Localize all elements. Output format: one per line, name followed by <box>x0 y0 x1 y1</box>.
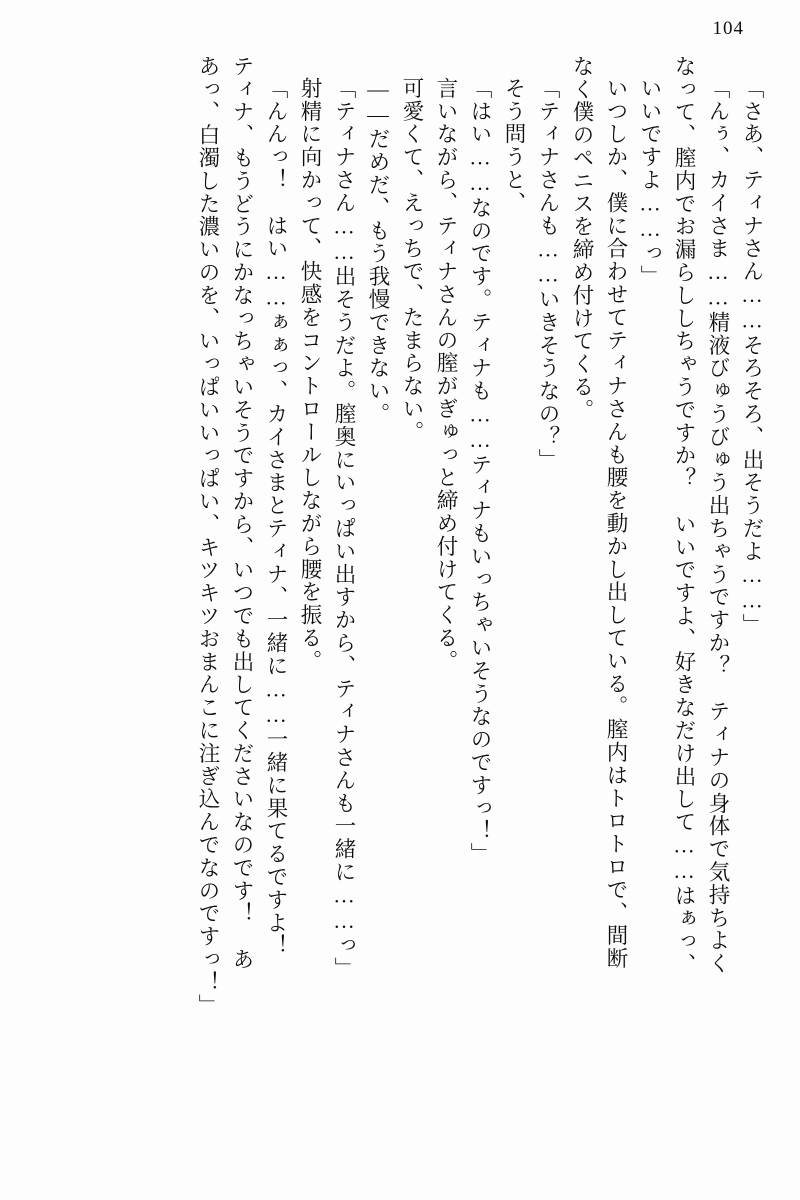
text-column: なく僕のペニスを締め付けてくる。 <box>570 55 594 422</box>
text-column: そう問うと、 <box>502 77 526 215</box>
page-number: 104 <box>712 18 744 39</box>
text-column: 「はい……なのです。ティナも……ティナもいっちゃいそうなのですっ！」 <box>468 77 492 866</box>
text-column: いいですよ……っ」 <box>638 77 662 289</box>
vertical-text-body <box>40 55 762 1172</box>
text-column: ――だめだ、もう我慢できない。 <box>366 77 390 426</box>
text-column: 「さあ、ティナさん……そろそろ、出そうだよ……」 <box>740 77 764 637</box>
text-column: なって、膣内でお漏らししちゃうですか？ いいですよ、好きなだけ出して……はぁっ、 <box>672 55 696 976</box>
text-column: 「んんっ！ はい……ぁぁっ、カイさまとティナ、一緒に……一緒に果てるですよ！ <box>264 77 288 958</box>
text-column: 可愛くて、えっちで、たまらない。 <box>400 77 424 444</box>
text-column: 「ティナさん……出そうだよ。膣奥にいっぱい出すから、ティナさんも一緒に……っ」 <box>332 77 356 981</box>
text-column: あっ、白濁した濃いのを、いっぱいいっぱい、キツキツおまんこに注ぎ込んでなのですっ！」 <box>196 55 220 1017</box>
text-column: 言いながら、ティナさんの膣がぎゅっと締め付けてくる。 <box>434 77 458 673</box>
text-column: 「んぅ、カイさま……精液びゅうびゅう出ちゃうですか？ ティナの身体で気持ちよく <box>706 77 730 976</box>
text-column: ティナ、もうどうにかなっちゃいそうですから、いつでも出してくださいなのです！ あ <box>230 55 254 971</box>
text-column: 射精に向かって、快感をコントロールしながら腰を振る。 <box>298 77 322 673</box>
text-column: いつしか、僕に合わせてティナさんも腰を動かし出している。膣内はトロトロで、間断 <box>604 77 628 971</box>
text-column: 「ティナさんも……いきそうなの？」 <box>536 77 560 472</box>
